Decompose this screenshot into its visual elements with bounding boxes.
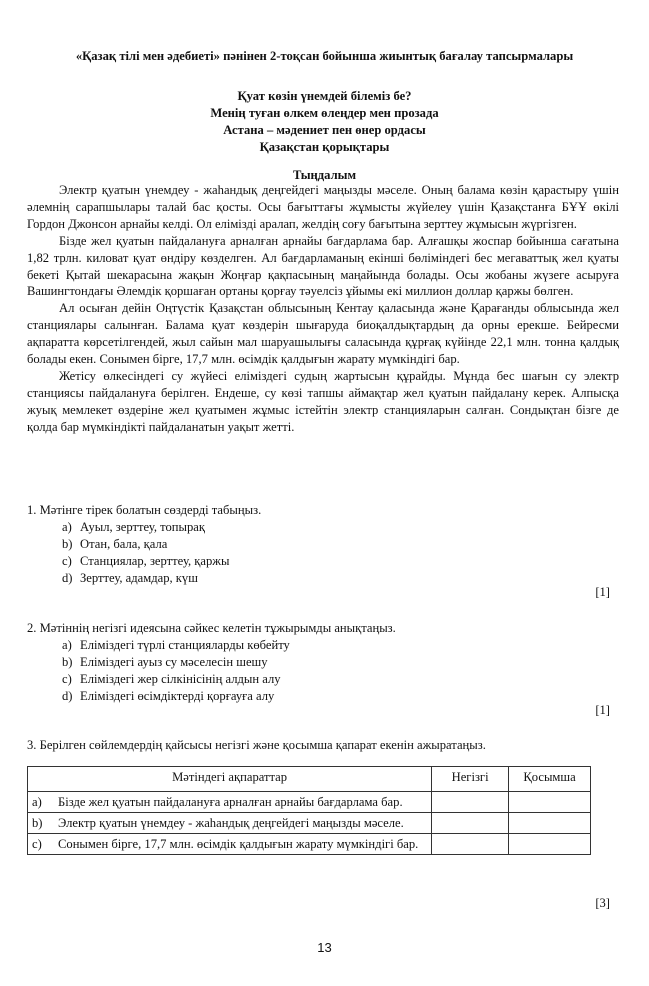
option-d[interactable] [62, 570, 617, 587]
row-letter: c) [32, 837, 42, 851]
option-letter: b) [62, 655, 73, 669]
option-letter: c) [62, 554, 72, 568]
option-letter: b) [62, 537, 73, 551]
table-row [28, 792, 591, 813]
option-text: Ауыл, зерттеу, топырақ [80, 520, 205, 534]
option-text: Еліміздегі ауыз су мәселесін шешу [80, 655, 268, 669]
option-c[interactable] [62, 553, 617, 570]
option-text: Отан, бала, қала [80, 537, 168, 551]
score-marker: [3] [595, 896, 610, 910]
option-text: Еліміздегі жер сілкінісінің алдын алу [80, 672, 281, 686]
option-letter: a) [62, 638, 72, 652]
score-marker: [1] [595, 703, 610, 717]
additional-info-cell[interactable] [509, 813, 591, 834]
row-letter: b) [32, 816, 43, 830]
column-header: Қосымша [509, 767, 591, 792]
topic-title: Менің туған өлкем өлеңдер мен прозада [210, 106, 439, 120]
question-3 [27, 737, 617, 754]
table-row [28, 813, 591, 834]
statement-cell [28, 834, 432, 855]
paragraph: Жетісу өлкесіндегі су жүйесі еліміздегі судың жартысын құрайды. Мұнда бес шағын су электр станциясы пайдалануға берілген. Ендеше, су көзі тапшы аймақтар жел қуатын пайдалану керек. Алпысқа жуық мемлекет өздеріне жел қуатымен жұмыс істейтін электр станцияларын салған. Сондықтан бізге де қолда бар мүмкіндікті пайдаланатын уақыт жетті. [27, 368, 619, 434]
option-a[interactable] [62, 637, 617, 654]
listening-text [27, 182, 619, 436]
main-info-cell[interactable] [432, 813, 509, 834]
row-letter: a) [32, 795, 42, 809]
listening-title: Тыңдалым [292, 168, 357, 182]
question-1 [27, 502, 617, 587]
topic-title: Астана – мәдениет пен өнер ордасы [223, 123, 426, 137]
question-text: 1. Мәтінге тірек болатын сөздерді табыңыз. [27, 503, 262, 517]
question-2 [27, 620, 617, 705]
option-text: Станциялар, зерттеу, қаржы [80, 554, 230, 568]
option-a[interactable] [62, 519, 617, 536]
topic-title: Қуат көзін үнемдей білеміз бе? [237, 89, 412, 103]
option-letter: c) [62, 672, 72, 686]
additional-info-cell[interactable] [509, 792, 591, 813]
question-text: 2. Мәтіннің негізгі идеясына сәйкес келетін тұжырымды анықтаңыз. [27, 621, 396, 635]
column-header: Мәтіндегі ақпараттар [28, 767, 432, 792]
statement-cell [28, 792, 432, 813]
table-row [28, 834, 591, 855]
document-header: «Қазақ тілі мен әдебиеті» пәнінен 2-тоқсан бойынша жиынтық бағалау тапсырмалары [75, 49, 574, 63]
topic-title: Қазақстан қорықтары [259, 140, 390, 154]
option-text: Еліміздегі түрлі станцияларды көбейту [80, 638, 290, 652]
option-b[interactable] [62, 536, 617, 553]
paragraph: Электр қуатын үнемдеу - жаһандық деңгейдегі маңызды мәселе. Оның балама көзін қарастыру үшін әлемнің сарапшылары талай бас қосты. Осы бағыттағы жұмысты жүйелеу үшін Қазақстанға БҰҰ өкілі Гордон Джонсон арнайы келді. Ол елімізді аралап, желдің соғу бағытына зерттеу жұмысын жүргізген. [27, 183, 619, 231]
score-marker: [1] [595, 585, 610, 599]
additional-info-cell[interactable] [509, 834, 591, 855]
option-b[interactable] [62, 654, 617, 671]
page-number: 13 [317, 940, 332, 955]
statement-text: Электр қуатын үнемдеу - жаһандық деңгейдегі маңызды мәселе. [58, 816, 404, 830]
option-letter: a) [62, 520, 72, 534]
topics-list [0, 88, 649, 156]
column-header: Негізгі [432, 767, 509, 792]
paragraph: Ал осыған дейін Оңтүстік Қазақстан облысының Кентау қаласында және Қарағанды облысында жел станциялары салынған. Балама қуат көздерін шығаруда биоқалдықтардың да орны ерекше. Бейресми ақпаратта көрсетілгендей, жыл сайын мал шаруашылығы саласында құрғақ күйінде 22,1 млн. тонна қалдық болады екен. Сонымен бірге, 17,7 млн. өсімдік қалдығын жарату мүмкіндігі бар. [27, 301, 619, 367]
option-text: Зерттеу, адамдар, күш [80, 571, 198, 585]
main-info-cell[interactable] [432, 834, 509, 855]
classification-table [27, 766, 591, 855]
paragraph: Бізде жел қуатын пайдалануға арналған арнайы бағдарлама бар. Алғашқы жоспар бойынша сағатына 1,82 трлн. киловат қуат өндіру көзделген. Ал бағдарламаның екінші бөліміндегі бес мегаваттық жел қуаты бекеті Қытай шекарасына жақын Жоңғар қақпасының маңайында болады. Осы жобаны жүзеге асыруға Вашингтондағы Әлемдік қоршаған ортаны қорғау тәуелсіз ұйымы екі миллион доллар қаржы бөлген. [27, 233, 619, 299]
statement-cell [28, 813, 432, 834]
option-letter: d) [62, 689, 73, 703]
table-header-row [28, 767, 591, 792]
statement-text: Сонымен бірге, 17,7 млн. өсімдік қалдығын жарату мүмкіндігі бар. [58, 837, 419, 851]
main-info-cell[interactable] [432, 792, 509, 813]
statement-text: Бізде жел қуатын пайдалануға арналған арнайы бағдарлама бар. [58, 795, 403, 809]
option-c[interactable] [62, 671, 617, 688]
option-letter: d) [62, 571, 73, 585]
question-text: 3. Берілген сөйлемдердің қайсысы негізгі және қосымша қапарат екенін ажыратаңыз. [27, 738, 486, 752]
option-text: Еліміздегі өсімдіктерді қорғауға алу [80, 689, 275, 703]
option-d[interactable] [62, 688, 617, 705]
